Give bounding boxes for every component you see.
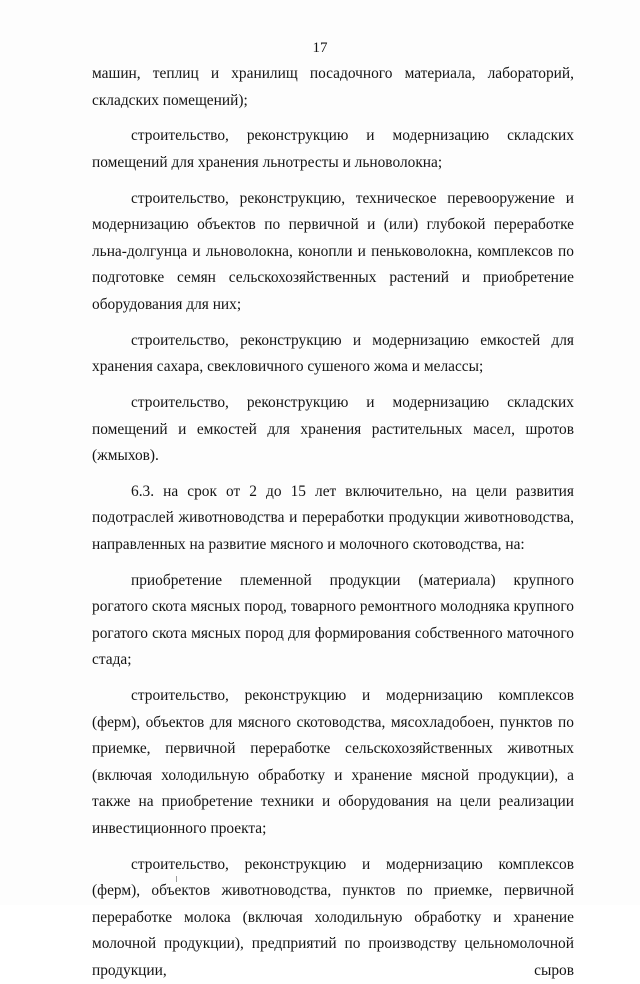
paragraph-sugar-storage: строительство, реконструкцию и модернизацию емкостей для хранения сахара, свекловичного сушеного жома и мелассы;: [92, 331, 574, 376]
paragraph-breeding-stock: приобретение племенной продукции (материала) крупного рогатого скота мясных пород, товарного ремонтного молодняка крупного рогатого скота мясных пород для формирования собственного маточного стада;: [92, 571, 574, 669]
paragraph-flax-storage: строительство, реконструкцию и модернизацию складских помещений для хранения льнотресты и льноволокна;: [92, 127, 574, 171]
scan-artifact: [176, 876, 177, 882]
paragraph-flax-processing: строительство, реконструкцию, техническое перевооружение и модернизацию объектов по первичной и (или) глубокой переработке льна-долгунца и льноволокна, конопли и пеньковолокна, комплексов по подготовке семян сельскохозяйственных растений и приобретение оборудования для них;: [92, 189, 574, 313]
paragraph-dairy-facilities: строительство, реконструкцию и модернизацию комплексов (ферм), объектов животноводства, пунктов по приемке, первичной переработке молока (включая холодильную обработку и хранение молочной продукции), предприятий по производству цельномолочной продукции, сыров: [92, 855, 574, 979]
paragraph-section-6-3: 6.3. на срок от 2 до 15 лет включительно, на цели развития подотраслей животноводства и переработки продукции животноводства, направленных на развитие мясного и молочного скотоводства, на:: [92, 482, 574, 553]
paragraph-beef-facilities: строительство, реконструкцию и модернизацию комплексов (ферм), объектов для мясного скотоводства, мясохладобоен, пунктов по приемке, первичной переработке сельскохозяйственных животных (включая холодильную обработку и хранение мясной продукции), а также на приобретение техники и оборудования на цели реализации инвестиционного проекта;: [92, 687, 574, 837]
paragraph-oil-storage: строительство, реконструкцию и модернизацию складских помещений и емкостей для хранения растительных масел, шротов (жмыхов).: [92, 394, 574, 465]
page-number: 17: [312, 40, 328, 56]
document-body: [92, 61, 574, 984]
paragraph-continuation: машин, теплиц и хранилищ посадочного материала, лабораторий, складских помещений);: [92, 65, 574, 109]
